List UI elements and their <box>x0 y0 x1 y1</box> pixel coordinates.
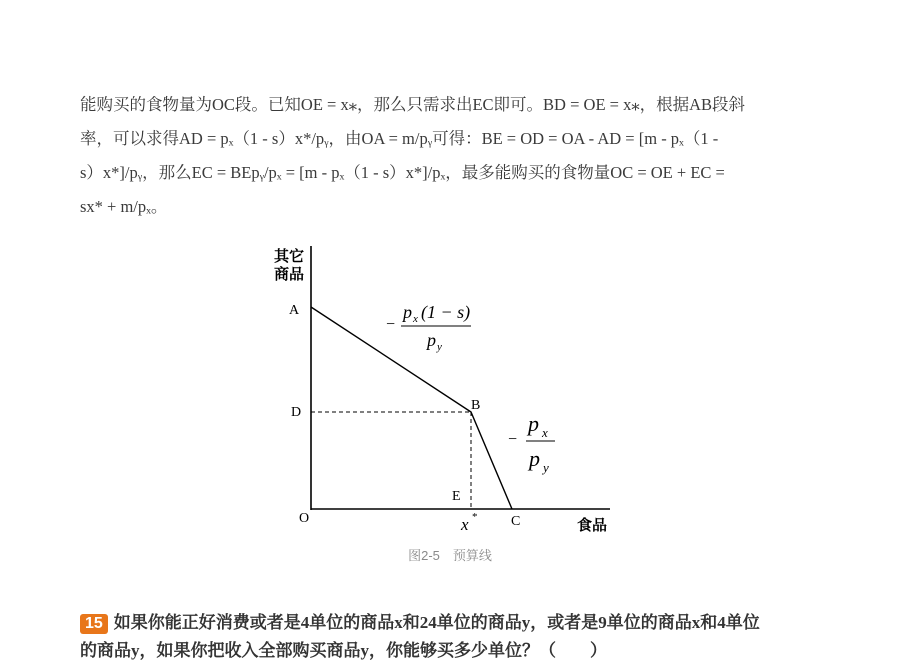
point-d-label: D <box>291 405 302 420</box>
slope2-den-sub: y <box>543 460 549 475</box>
point-b-label: B <box>471 398 481 413</box>
figure-caption: 图2-5 预算线 <box>408 548 492 563</box>
x-star-sup: * <box>472 511 478 523</box>
paragraph-line: s）x*]/pᵧ，那么EC = BEpᵧ/pₓ = [m - pₓ（1 - s）x*]/pₓ，最多能购买的食物量OC = OE + EC = <box>80 163 725 182</box>
slope2-den-p: p <box>529 446 540 471</box>
budget-line-figure <box>250 238 620 538</box>
slope1-den-p: p <box>427 330 436 350</box>
paragraph-line: 能购买的食物量为OC段。已知OE = x⁎，那么只需求出EC即可。BD = OE = x⁎，根据AB段斜 <box>80 95 746 114</box>
budget-line <box>311 307 512 509</box>
question-heading <box>80 608 760 634</box>
slope2-minus: − <box>508 431 518 448</box>
slope2-num-p: p <box>528 411 539 436</box>
point-c-label: C <box>511 514 521 529</box>
slope1-num-sub: x <box>413 313 418 325</box>
paragraph-line: 率，可以求得AD = pₓ（1 - s）x*/pᵧ，由OA = m/pᵧ可得：BE = OD = OA - AD = [m - pₓ（1 - <box>80 129 719 148</box>
point-e-label: E <box>452 489 461 504</box>
origin-label: O <box>299 511 310 526</box>
slope1-den-sub: y <box>437 341 442 353</box>
paragraph-line: sx* + m/pₓ。 <box>80 197 168 216</box>
explanation-paragraph <box>80 88 810 224</box>
question-number-badge: 15 <box>80 614 108 634</box>
slope2-num-sub: x <box>542 425 548 440</box>
slope1-num-p: p <box>403 302 412 322</box>
slope1-num-rest: (1 − s) <box>421 302 471 322</box>
y-axis-label: 其它 <box>274 247 305 265</box>
question-text-line2: 的商品y，如果你把收入全部购买商品y，你能够买多少单位？（ ） <box>80 641 607 660</box>
slope1-minus: − <box>386 316 396 333</box>
y-axis-label: 商品 <box>274 265 305 283</box>
point-a-label: A <box>289 303 300 318</box>
question-text: 如果你能正好消费或者是4单位的商品x和24单位的商品y，或者是9单位的商品x和4单位 <box>113 613 760 632</box>
x-axis-label: 食品 <box>577 516 608 534</box>
x-star-label: x <box>461 515 469 534</box>
